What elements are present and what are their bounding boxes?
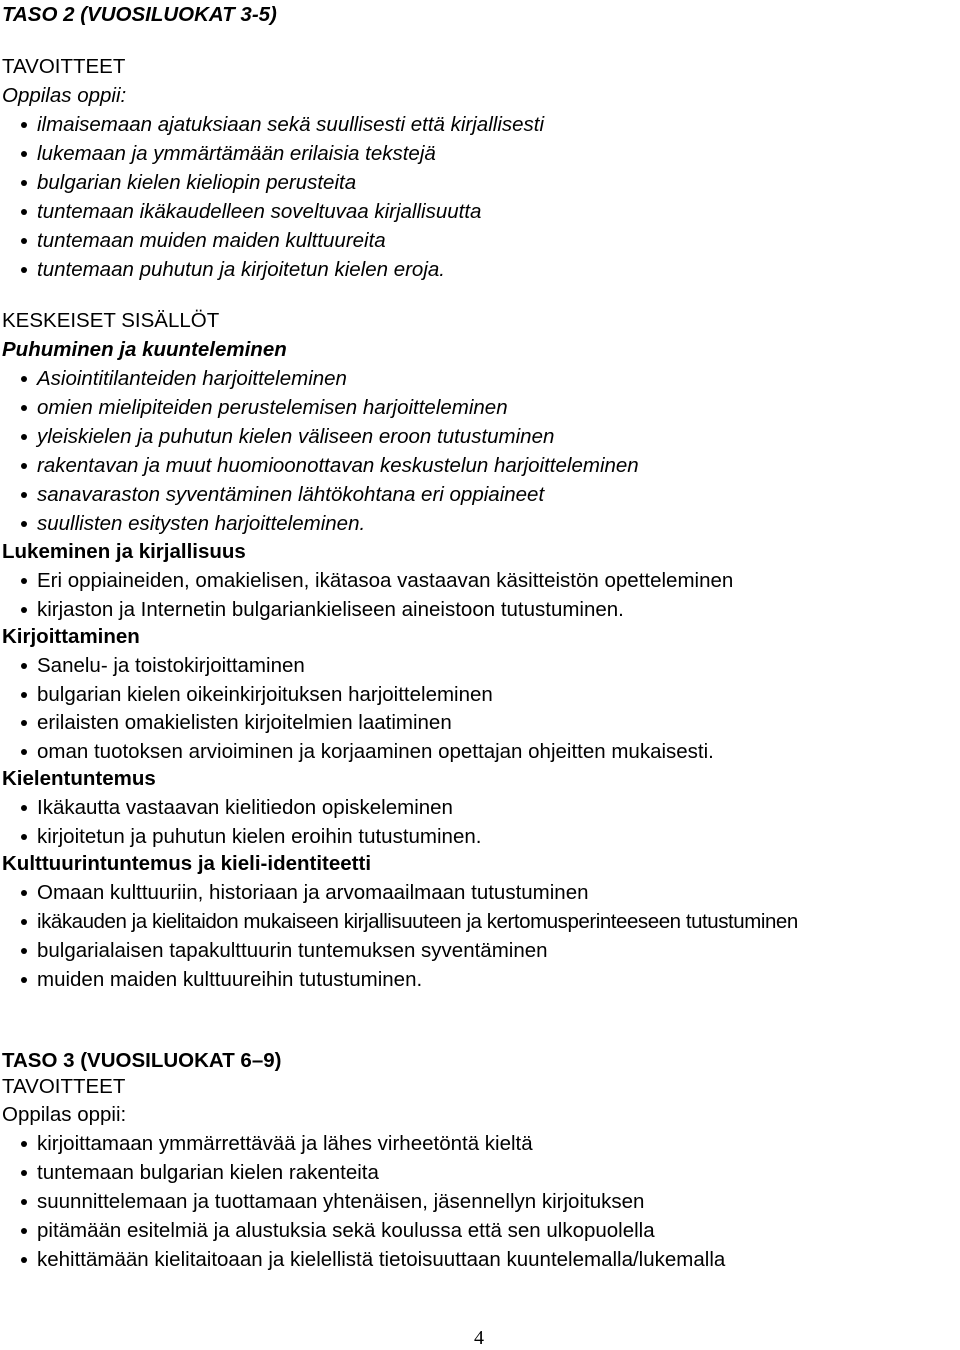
bullet-icon: [21, 720, 27, 726]
bullet-icon: [21, 492, 27, 498]
section-title: Kielentuntemus: [2, 767, 156, 790]
level-2-contents-heading: KESKEISET SISÄLLÖT: [2, 309, 220, 332]
bullet-icon: [21, 578, 27, 584]
page-number: 4: [474, 1327, 484, 1349]
bullet-icon: [21, 948, 27, 954]
section-title: Puhuminen ja kuunteleminen: [2, 338, 287, 361]
bullet-icon: [21, 919, 27, 925]
level-3-pupil-label: Oppilas oppii:: [2, 1103, 127, 1126]
bullet-icon: [21, 692, 27, 698]
bullet-icon: [21, 749, 27, 755]
bullet-icon: [21, 607, 27, 613]
bullet-icon: [21, 1199, 27, 1205]
bullet-icon: [21, 890, 27, 896]
level-3-goals-heading: TAVOITTEET: [2, 1075, 126, 1098]
bullet-icon: [21, 977, 27, 983]
bullet-icon: [21, 122, 27, 128]
bullet-icon: [21, 238, 27, 244]
bullet-icon: [21, 463, 27, 469]
section-title: Lukeminen ja kirjallisuus: [2, 540, 246, 563]
bullet-icon: [21, 180, 27, 186]
bullet-icon: [21, 1141, 27, 1147]
level-2-goals-heading: TAVOITTEET: [2, 55, 126, 78]
bullet-icon: [21, 267, 27, 273]
bullet-icon: [21, 834, 27, 840]
bullet-icon: [21, 405, 27, 411]
bullet-icon: [21, 521, 27, 527]
bullet-icon: [21, 434, 27, 440]
bullet-icon: [21, 376, 27, 382]
bullet-icon: [21, 805, 27, 811]
section-title: Kirjoittaminen: [2, 625, 140, 648]
bullet-icon: [21, 151, 27, 157]
level-2-heading: TASO 2 (VUOSILUOKAT 3-5): [2, 3, 277, 26]
bullet-icon: [21, 209, 27, 215]
bullet-icon: [21, 1257, 27, 1263]
bullet-icon: [21, 1170, 27, 1176]
section-title: Kulttuurintuntemus ja kieli-identiteetti: [2, 852, 372, 875]
bullet-icon: [21, 1228, 27, 1234]
level-2-pupil-label: Oppilas oppii:: [2, 84, 127, 107]
bullet-icon: [21, 663, 27, 669]
level-3-heading: TASO 3 (VUOSILUOKAT 6–9): [2, 1049, 282, 1072]
